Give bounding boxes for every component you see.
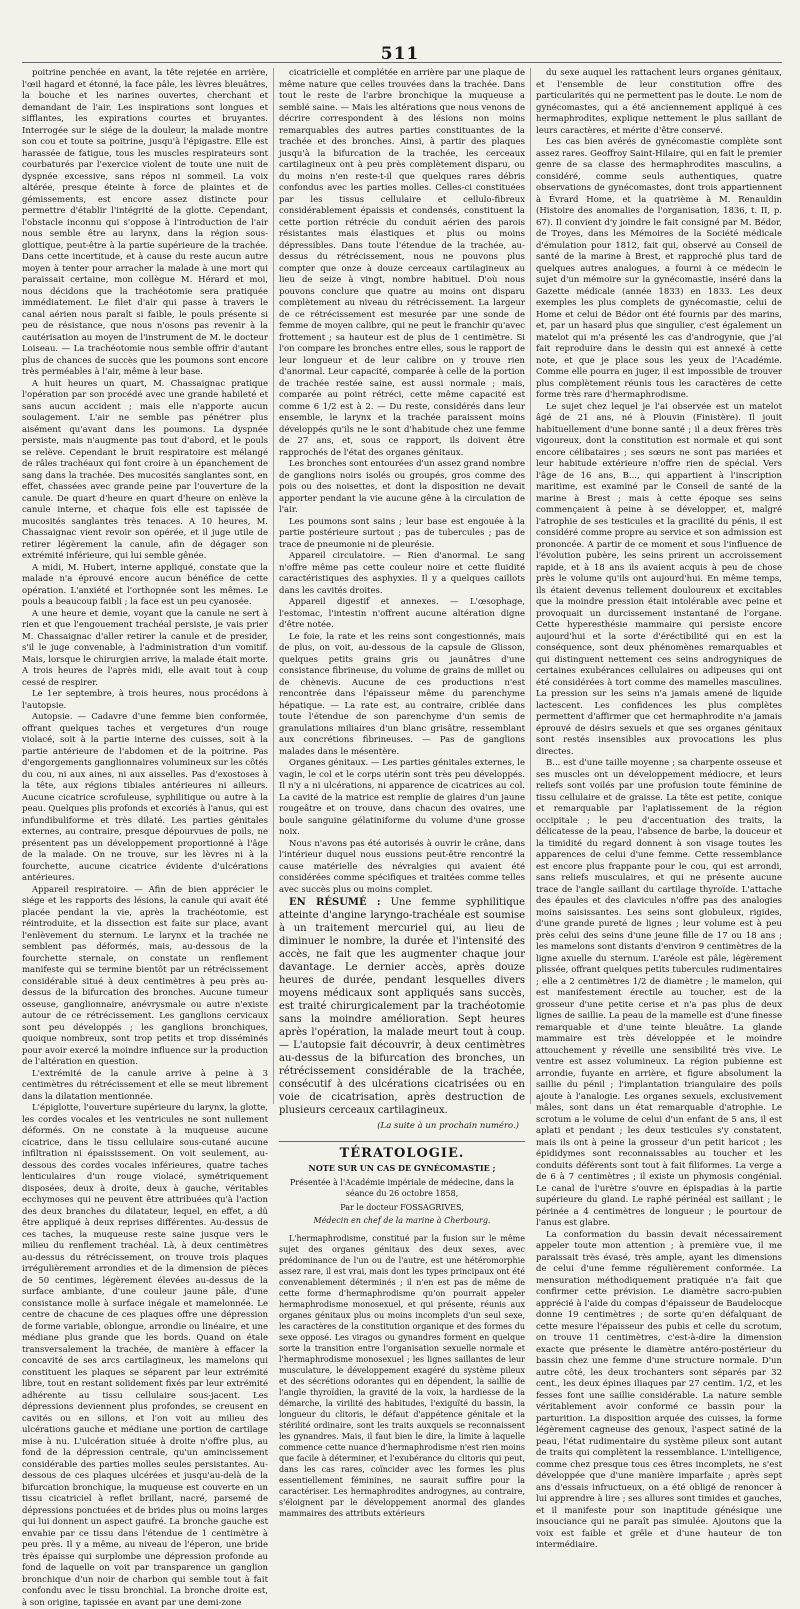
top-rule xyxy=(22,62,782,63)
article-title: NOTE SUR UN CAS DE GYNÉCOMASTIE ; xyxy=(308,1163,496,1173)
col1-paragraph: A huit heures un quart, M. Chassaignac pratique l'opération par son procédé avec une grande habileté et sans aucun accident ; mais elle n'apporte aucun soulagement. L'air ne semble pas pénétrer plus aisément qu'avant dans les poumons. La dyspnée persiste, mais n'augmente pas tout d'abord, et le pouls se relève. Cependant le bruit respiratoire est mélangé de râles trachéaux qui font croire à un épanchement de sang dans la trachée. Des mucosités sanglantes sont, en effet, chassées avec grande peine par l'ouverture de la canule. De quart d'heure en quart d'heure on enlève la canule interne, et chaque fois elle est tapissée de mucosités sanglantes très tenaces. A 10 heures, M. Chassaignac vient revoir son opérée, et il juge utile de retirer légèrement la canule, afin de dégager son extrémité inférieure, qui lui semble gênée. xyxy=(22,378,268,561)
col2-paragraph: Appareil circulatoire. — Rien d'anormal. Le sang n'offre même pas cette couleur noire et cette fluidité caractéristiques des asphyxies. Il y a quelques caillots dans les cavités droites. xyxy=(279,551,525,596)
col1-paragraph: L'épiglotte, l'ouverture supérieure du larynx, la glotte, les cordes vocales et les ventricules ne sont nullement déformés. On ne constate à la muqueuse aucune cicatrice, dans le tissu cellulaire sous-cutané aucune infiltration ni épaississement. On voit seulement, au-dessous des cordes vocales inférieures, quatre taches lenticulaires d'un rouge violacé, symétriquement disposées, deux à droite, deux à gauche, véritables ecchymoses qui ne peuvent être attribuées qu'à l'action des deux branches du dilatateur, lequel, en effet, a dû être appliqué à deux reprises différentes. Au-dessus de ces taches, la muqueuse reste saine jusque vers le milieu du renflement trachéal. Là, à deux centimètres au-dessus du rétrécissement, on trouve trois plaques irrégulièrement arrondies et de la dimension de pièces de 50 centimes, légèrement élevées au-dessus de la surface ambiante, d'une couleur jaune pâle, d'une consistance molle à surface inégale et mamelonnée. Le centre de chacune de ces plaques offre une dépression de forme variable, oblongue, arrondie ou linéaire, et une médiane plus grande que les bords. Quand on étale transversalement la trachée, de manière à effacer la concavité de ses arcs cartilagineux, les mamelons qui constituent les plaques se séparent par leur extrémité libre, tout en restant solidement fixés par leur extrémité adhérente au tissu cellulaire sous-jacent. Les dépressions deviennent plus profondes, se creusent en cavités ou en sillons, et l'on voit au milieu des ulcérations gauche et médiane une portion de cartilage mise à nu. L'ulcération située à droite n'offre plus, au fond de la dépression centrale, qu'un amincissement considérable des parties molles seules persistantes. Au-dessous de ces plaques ulcérées et jusqu'au-delà de la bifurcation bronchique, la muqueuse est couverte en un tissu cicatriciel à reflet brillant, nacré, parsemé de dépressions ponctuées et de brides plus ou moins larges qui lui donnent un aspect gaufré. La bronche gauche est envahie par ce tissu dans l'étendue de 1 centimètre à peu près. Il y a même, au niveau de l'éperon, une bride très épaisse qui surplombe une dépression profonde au fond de laquelle on voit par transparence un ganglion bronchique d'un noir de charbon qui semble tout à fait confondu avec le tissu bronchial. La bronche droite est, à son origine, tapissée en avant par une demi-zone xyxy=(22,1103,268,1608)
col1-paragraph: A une heure et demie, voyant que la canule ne sert à rien et que l'engouement trachéal persiste, je vais prier M. Chassaignac d'aller retirer la canule et de presider, s'il le juge convenable, à l'administration d'un vomitif. Mais, lorsque le chirurgien arrive, la malade était morte. A trois heures de l'après midi, elle avait tout à coup cessé de respirer. xyxy=(22,608,268,688)
column-2 xyxy=(279,68,525,1518)
col3-paragraph: La conformation du bassin devait nécessairement appeler toute mon attention ; à première vue, il me paraissait très évasé, très ample, ayant les dimensions de celui d'une femme régulièrement conformée. La mensuration méthodiquement pratiquée n'a fait que confirmer cette prévision. Le diamètre sacro-pubien apprécié à l'aide du compas d'épaisseur de Baudelocque donne 19 centimètres ; de sorte qu'en défalquant de cette mesure l'épaisseur des pubis et celle du scrotum, on trouve 11 centimètres, c'est-à-dire la dimension exacte que présente le diamètre antéro-postérieur du bassin chez une femme d'une structure normale. D'un autre côté, les deux trochanters sont séparés par 32 cent., les deux épines iliaques par 27 centim. 1/2, et les fesses font une saillie considérable. La nature semble véritablement avoir conformé ce bassin pour la parturition. La disposition arquée des cuisses, la forme légèrement cagneuse des genoux, l'aspect satiné de la peau, l'état rudimentaire du système pileux sont autant de traits qui complètent la ressemblance. L'intelligence, comme chez presque tous ces êtres incomplets, ne s'est développée que d'une manière imparfaite ; après sept ans d'essais infructueux, on a été obligé de renoncer à lui apprendre à lire ; ses allures sont timides et gauches, et il manifeste pour son inaptitude génésique une insouciance qui ne paraît pas simulée. Ajoutons que la voix est faible et grêle et d'une hauteur de ton intermédiaire. xyxy=(536,1229,782,1550)
col1-paragraph: poitrine penchée en avant, la tête rejetée en arrière, l'œil hagard et étonné, la face pâle, les lèvres bleuâtres, la bouche et les narines ouvertes, cherchant et demandant de l'air. Les inspirations sont longues et sifflantes, les expirations courtes et bruyantes. Interrogée sur le siége de la douleur, la malade montre son cou et toute sa poitrine, jusqu'à l'épigastre. Elle est harassée de fatigue, tous les muscles respirateurs sont courbaturés par l'exercice violent de toute une nuit de dyspnée excessive, sans répos ni sommeil. La voix altérée, presque éteinte à force de plaintes et de gémissements, est encore assez distincte pour permettre d'établir l'intégrité de la glotte. Cependant, l'obstacle inconnu qui s'oppose à l'introduction de l'air nous semble être au larynx, dans la région sous-glottique, peut-être à la partie supérieure de la trachée. Dans cette incertitude, et à cause du reste aucun autre moyen à tenter pour arracher la malade à une mort qui paraissait certaine, mon collègue M. Hérard et moi, nous décidons que la trachéotomie sera pratiquée immédiatement. Le filet d'air qui passe à travers le canal aérien nous paraît si faible, le pouls présente si peu de résistance, que nous n'osons pas revenir à la cautérisation au moyen de l'instrument de M. le docteur Loiseau. — La trachéotomie nous semble offrir d'autant plus de chances de succès que les poumons sont encore très perméables à l'air, même à leur base. xyxy=(22,68,268,377)
col1-paragraph: Autopsie. — Cadavre d'une femme bien conformée, offrant quelques taches et vergetures d'un rouge violacé, soit à la partie interne des cuisses, soit à la partie antérieure de l'abdomen et de la poitrine. Pas d'engorgements ganglionnaires volumineux sur les côtés du cou, ni aux aines, ni aux aisselles. Pas d'exostoses à la tête, aux régions tibiales antérieures ni ailleurs. Aucune cicatrice scrofuleuse, syphilitique ou autre à la peau. Quelques plis profonds et excoriés à l'anus, qui est infundibuliforme et très dilaté. Les parties génitales externes, au contraire, presque dépourvues de poils, ne présentent pas un développement proportionné à l'âge de la malade. On ne trouve, sur les lèvres ni à la fourchette, aucune cicatrice évidente d'ulcérations antérieures. xyxy=(22,712,268,883)
col3-paragraph: Les cas bien avérés de gynécomastie complète sont assez rares. Geoffroy Saint-Hilaire, qui en fait le premier genre de sa classe des hermaphrodites masculins, a considéré, comme seuls authentiques, quatre observations de gynécomastes, dont trois appartiennent à Évrard Home, et la quatrième à M. Renauldin (Histoire des anomalies de l'organisation, 1836, t. II, p. 67). Il convient d'y joindre le fait consigné par M. Bédor, de Troyes, dans les Mémoires de la Société médicale d'émulation pour 1812, fait qui, observé au Conseil de santé de la marine à Brest, et rapproché plus tard de quelques autres analogues, a fourni à ce médecin le sujet d'un mémoire sur la gynécomastie, inséré dans la Gazette médicale (année 1833) en 1833. Les deux exemples les plus complets de gynécomastie, celui de Home et celui de Bédor ont été fournis par des marins, et, par un hasard plus que singulier, c'est également un matelot qui m'a présenté les cas d'androgynie, que j'ai fait reproduire dans le dessin qui est annexé à cette note, et que je place sous les yeux de l'Académie. Comme elle pourra en juger, il est impossible de trouver plus complètement réunis tous les caractères de cette forme très rare d'hermaphrodisme. xyxy=(536,137,782,400)
col2-paragraph: Nous n'avons pas été autorisés à ouvrir le crâne, dans l'intérieur duquel nous eussions peut-être rencontré la cause matérielle des névralgies qui avaient été considérées comme spécifiques et traitées comme telles avec succès plus ou moins complet. xyxy=(279,838,525,895)
column-1 xyxy=(22,68,268,1608)
summary-paragraph xyxy=(279,896,525,1117)
case-paragraph: L'hermaphrodisme, constitué par la fusion sur le même sujet des organes génitaux des deux sexes, avec prédominance de l'un ou de l'autre, est une hétéromorphie assez rare, il est vrai, mais dont les types principaux ont été convenablement déterminés ; il n'en est pas de même de cette forme d'hermaphrodisme qu'on pourrait appeler hermaphrodisme monosexuel, et qui présente, réunis aux organes génitaux plus ou moins incomplets d'un seul sexe, les caractères de la constitution organique et des formes du sexe opposé. Les viragos ou gynandres forment en quelque sorte la transition entre l'organisation sexuelle normale et l'hermaphrodisme monosexuel ; les lignes saillantes de leur musculature, le développement exagéré du système pileux et des sécrétions odorantes qui en dépendent, la saillie de l'angle thyroïdien, la gravité de la voix, la hardiesse de la démarche, la virilité des habitudes, l'exiguïté du bassin, la longueur du clitoris, le défaut d'appétence génitale et la stérilité ordinaire, sont les traits auxquels se reconnaissent les gynandres. Mais, il faut bien le dire, la limite à laquelle commence cette nuance d'hermaphrodisme n'est rien moins que facile à déterminer, et l'exubérance du clitoris qui peut, dans les cas rares, coïncider avec les formes les plus essentiellement féminines, ne saurait suffire pour la caractériser. Les hermaphrodites androgynes, au contraire, s'éloignent par le développement anormal des glandes mammaires des attributs extérieurs xyxy=(279,1233,525,1518)
col2-paragraph: cicatricielle et complétée en arrière par une plaque de même nature que celles trouvées dans la trachée. Dans tout le reste de l'arbre bronchique la muqueuse a semblé saine. — Mais les altérations que nous venons de décrire correspondent à des lésions non moins remarquables des autres parties constituantes de la trachée et des bronches. Ainsi, à partir des plaques jusqu'à la bifurcation de la trachée, les cerceaux cartilagineux ont à peu près complètement disparu, ou du moins n'en reste-t-il que quelques rares débris confondus avec les parties molles. Celles-ci constituées par les tissus cellulaire et cellulo-fibreux considérablement épaissis et condensés, constituent la cette portion rétrécie du conduit aérien des parois résistantes mais élastiques et plus ou moins dépressibles. Dans toute l'étendue de la trachée, au-dessus du rétrécissement, nous ne pouvons plus compter que onze à douze cerceaux cartilagineux au lieu de seize à vingt, nombre habituel. D'où nous pouvons conclure que quatre au moins ont disparu complètement au niveau du rétrécissement. La largeur de ce rétrécissement est mesurée par une sonde de femme de moyen calibre, qui ne peut le franchir qu'avec frottement ; sa hauteur est de plus de 1 centimètre. Si l'on compare les bronches entre elles, sous le rapport de leur longueur et de leur calibre on y trouve rien d'anormal. Leur capacité, comparée à celle de la portion de trachée restée saine, est aussi normale ; mais, comparée au point rétréci, cette même capacité est comme 6 1/2 est à 2. — Du reste, considérés dans leur ensemble, le larynx et la trachée paraissent moins développés qu'ils ne le sont d'habitude chez une femme de 27 ans, et, sous ce rapport, ils doivent être rapprochés de l'état des organes génitaux. xyxy=(279,68,525,458)
col2-paragraph: Le foie, la rate et les reins sont congestionnés, mais de plus, on voit, au-dessous de la capsule de Glisson, quelques petits grains gris ou jaunâtres d'une consistance fibrineuse, du volume de grains de millet ou de chènevis. Aucune de ces productions n'est rencontrée dans l'épaisseur même du parenchyme hépatique. — La rate est, au contraire, criblée dans toute l'étendue de son parenchyme d'un semis de granulations miliaires d'un blanc grisâtre, ressemblant aux concrétions fibrineuses. — Pas de ganglions malades dans le mésentère. xyxy=(279,631,525,757)
col3-paragraph: Le sujet chez lequel je l'ai observée est un matelot âgé de 21 ans, né à Plouvin (Finistère). Il jouit habituellement d'une bonne santé ; il a deux frères très vigoureux, dont la constitution est normale et qui sont encore célibataires ; ses sœurs ne sont pas mariées et leur habitude extérieure n'offre rien de spécial. Vers l'âge de 16 ans, B..., qui appartient à l'inscription maritime, est examiné par le Conseil de santé de la marine à Brest ; mais à cette époque ses seins commençaient à peine à se développer, et, malgré l'atrophie de ses testicules et la gracilité du pénis, il est considéré comme propre au service et son admission est prononcée. A partir de ce moment et sous l'influence de l'évolution pubère, les seins prirent un accroissement rapide, et à 18 ans ils avaient acquis à peu de chose près le volume qu'ils ont aujourd'hui. En même temps, ils étaient devenus tellement douloureux et excitables que la moindre pression était intolérable avec peine et provoquait un durcissement instantané de l'organe. Cette hyperesthésie mammaire qui persiste encore aujourd'hui et la sorte d'éréctibilité qui en est la conséquence, sont deux phénomènes remarquables et qui distinguent nettement ces seins androgyniques de certaines exubérances cellulaires ou adipeuses qui ont été considérées à tort comme des mamelles masculines. La pression sur les seins n'a jamais amené de liquide lactescent. Les confidences les plus complètes permettent d'affirmer que cet hermaphrodite n'a jamais éprouvé de désirs sexuels et que ses organes génitaux sont restés insensibles aux provocations les plus directes. xyxy=(536,401,782,757)
summary-block xyxy=(279,896,525,1117)
summary-text: Une femme syphilitique atteinte d'angine laryngo-trachéale est soumise à un traitement mercuriel qui, au lieu de diminuer le nombre, la durée et l'intensité des accès, ne fait que les augmenter chaque jour davantage. Le dernier accès, après douze heures de durée, pendant lesquelles divers moyens médicaux sont appliqués sans succès, est traité chirurgicalement par la trachéotomie sans la moindre amélioration. Sept heures après l'opération, la malade meurt tout à coup. — L'autopsie fait découvrir, à deux centimètres au-dessus de la bifurcation des bronches, un rétrécissement considérable de la trachée, consécutif à des ulcérations cicatrisées ou en voie de cicatrisation, après destruction de plusieurs cerceaux cartilagineux. xyxy=(279,897,525,1116)
col2-paragraph: Appareil digestif et annexes. — L'œsophage, l'estomac, l'intestin n'offrent aucune altération digne d'être notée. xyxy=(279,597,525,630)
summary-heading: EN RÉSUMÉ : xyxy=(289,897,381,908)
page-number: 511 xyxy=(380,44,420,64)
case-text xyxy=(279,1233,525,1519)
presented-note: Présentée à l'Académie impériale de médecine, dans la séance du 26 octobre 1858, xyxy=(289,1177,515,1198)
to-be-continued: (La suite à un prochain numéro.) xyxy=(377,1121,519,1131)
author: Par le docteur FOSSAGRIVES, xyxy=(340,1202,464,1212)
column-3 xyxy=(536,68,782,1550)
col1-paragraph: Appareil respiratoire. — Afin de bien apprécier le siége et les rapports des lésions, la canule qui avait été placée pendant la vie, après la trachéotomie, est réintroduite, et la dissection est faite sur place, avant l'enlèvement du sternum. Le larynx et la trachée ne semblent pas déformés, mais, au-dessous de la fourchette sternale, on constate un renflement manifeste qui se termine bientôt par un rétrécissement considérable situé à deux centimètres à peu près au-dessus de la bifurcation des bronches. Aucune tumeur osseuse, ganglionnaire, anévrysmale ou autre n'existe autour de ce rétrécissement. Les ganglions cervicaux sont peu développés ; les ganglions bronchiques, quoique nombreux, sont trop petits et trop disséminés pour avoir exercé la moindre influence sur la production de l'altération en question. xyxy=(22,884,268,1067)
col1-paragraph: A midi, M. Hubert, interne appliqué, constate que la malade n'a éprouvé encore aucun bénéfice de cette opération. L'anxiété et l'orthopnée sont les mêmes. Le pouls a beaucoup faibli ; la face est un peu cyanosée. xyxy=(22,562,268,607)
col3-paragraph: B... est d'une taille moyenne ; sa charpente osseuse et ses muscles ont un développement médiocre, et leurs reliefs sont voilés par une profusion toute féminine de tissu cellulaire et de graisse. La tête est petite, conique et remarquable par l'aplatissement de la région occipitale ; le peu d'accentuation des traits, la délicatesse de la peau, l'absence de barbe, la douceur et la timidité du regard donnent à son visage toutes les apparences de celui d'une femme. Cette ressemblance est encore plus frappante pour le cou, qui est arrondi, sans reliefs musculaires, et qui ne présente aucune trace de l'angle saillant du cartilage thyroïde. L'attache des épaules et des clavicules n'offre pas des analogies moins saisissantes. Les seins sont globuleux, rigides, d'une grande pureté de lignes ; leur volume est à peu près celui des seins d'une jeune fille de 17 ou 18 ans ; les mamelons sont distants d'environ 9 centimètres de la ligne axuelle du sternum. L'aréole est pâle, légèrement plissée, offrant quelques petits tubercules rudimentaires ; elle a 2 centimètres 1/2 de diamètre ; le mamelon, qui est manifestement érectile au toucher, est de la grosseur d'une petite cerise et n'a pas plus de deux lignes de saillie. La peau de la mamelle est d'une finesse remarquable et d'une teinte bleuâtre. La glande mammaire est très développée et le moindre attouchement y réveille une sensibilité très vive. Le ventre est assez volumineux. La région pubienne est arrondie, fuyante en arrière, et figure absolument la saillie du pénil ; l'implantation triangulaire des poils ajoute à l'analogie. Les organes sexuels, exclusivement mâles, sont dans un état remarquable d'atrophie. Le scrotum a le volume de celui d'un enfant de 5 ans, il est aplati et pendant ; les deux testicules s'y constatent, mais ils ont à peine la grosseur d'un petit haricot ; les épididymes sont reconnaissables au toucher et les conduits déférents sont tout à fait filiformes. La verge a de 6 à 7 centimètres ; il existe un phymosis congénial. Le canal de l'urètre s'ouvre en épispadias à la partie supérieure du gland. Le raphé périnéal est saillant ; le périnée a 4 centimètres de longueur ; le pourtour de l'anus est glabre. xyxy=(536,758,782,1228)
col2-paragraph: Organes génitaux. — Les parties génitales externes, le vagin, le col et le corps utérin sont très peu développés. Il n'y a ni ulcérations, ni apparence de cicatrices au col. La cavité de la matrice est remplie de glaires d'un jaune rougeâtre et on trouve, dans chacun des ovaires, une boule sanguine gélatiniforme du volume d'une grosse noix. xyxy=(279,758,525,837)
author-affiliation: Médecin en chef de la marine à Cherbourg. xyxy=(313,1216,491,1225)
col3-paragraph: du sexe auquel les rattachent leurs organes génitaux, et l'ensemble de leur constitution offre des particularités qui ne permettent pas le doute. Le nom de gynécomastes, qui a été anciennement appliqué à ces hermaphrodites, explique nettement le plus saillant de leurs caractères, et mérite d'être conservé. xyxy=(536,68,782,136)
col2-paragraph: Les poumons sont sains ; leur base est engouée à la partie postérieure surtout ; pas de tubercules ; pas de trace de pneumonie ni de pleurésie. xyxy=(279,516,525,550)
col1-paragraph: Le 1er septembre, à trois heures, nous procédons à l'autopsie. xyxy=(22,689,268,711)
section-title: TÉRATOLOGIE. xyxy=(279,1141,525,1160)
column-separator-1 xyxy=(273,68,274,1104)
col1-paragraph: L'extrémité de la canule arrive à peine à 3 centimètres du rétrécissement et elle se meut librement dans la dilatation mentionnée. xyxy=(22,1068,268,1102)
column-separator-2 xyxy=(530,68,531,1104)
col2-paragraph: Les bronches sont entourées d'un assez grand nombre de ganglions noirs isolés ou groupés, gros comme des pois ou des noisettes, et dont la disposition ne devait apporter pendant la vie aucune gêne à la circulation de l'air. xyxy=(279,459,525,515)
